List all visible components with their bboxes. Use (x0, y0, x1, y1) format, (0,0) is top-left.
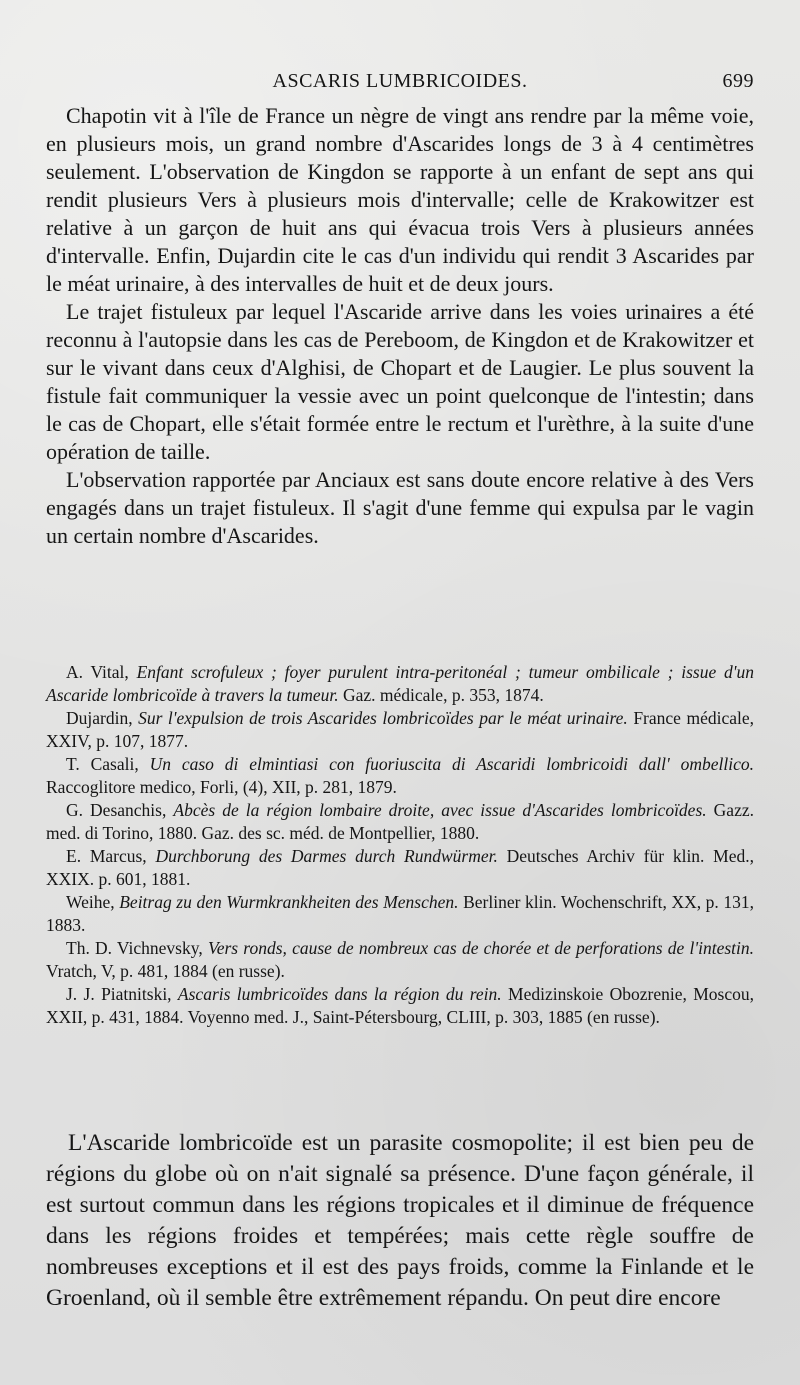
reference-item-5 (46, 845, 754, 891)
reference-source: Gaz. médicale, p. 353, 1874. (342, 685, 544, 705)
reference-source: France médicale, XXIV, p. 107, 1877. (46, 708, 754, 751)
reference-title: Un caso di elmintiasi con fuoriuscita di Ascaridi lombricoidi dall' ombellico. (149, 754, 754, 774)
main-text-block (46, 102, 754, 550)
reference-item-4 (46, 799, 754, 845)
reference-source: Medizinskoie Obozrenie, Moscou, XXII, p. 431, 1884. Voyenno med. J., Saint-Pétersbourg, CLIII, p. 303, 1885 (en russe). (46, 984, 755, 1027)
running-title: ASCARIS LUMBRICOIDES. (272, 70, 528, 92)
reference-title: Ascaris lumbricoïdes dans la région du rein. (177, 984, 502, 1004)
reference-title: Enfant scrofuleux ; foyer purulent intra-peritonéal ; tumeur ombilicale ; issue d'un Ascaride lombricoïde à travers la tumeur. (46, 662, 755, 705)
reference-item-8 (46, 983, 754, 1029)
reference-author: Dujardin, (66, 708, 133, 728)
reference-source: Gazz. med. di Torino, 1880. Gaz. des sc. méd. de Montpellier, 1880. (46, 800, 754, 843)
final-paragraph: L'Ascaride lombricoïde est un parasite cosmopolite; il est bien peu de régions du globe où on n'ait signalé sa présence. D'une façon générale, il est surtout commun dans les régions tropicales et il diminue de fréquence dans les régions froides et tempérées; mais cette règle souffre de nombreuses exceptions et il est des pays froids, comme la Finlande et le Groenland, où il semble être extrêmement répandu. On peut dire encore (46, 1130, 754, 1311)
reference-author: G. Desanchis, (66, 800, 167, 820)
reference-source: Berliner klin. Wochenschrift, XX, p. 131, 1883. (46, 892, 755, 935)
reference-item-2 (46, 707, 754, 753)
reference-source: Deutsches Archiv für klin. Med., XXIX. p. 601, 1881. (46, 846, 755, 889)
reference-title: Sur l'expulsion de trois Ascarides lombricoïdes par le méat urinaire. (138, 708, 628, 728)
reference-title: Durchborung des Darmes durch Rundwürmer. (155, 846, 498, 866)
page-number: 699 (722, 70, 754, 92)
reference-title: Vers ronds, cause de nombreux cas de chorée et de perforations de l'intestin. (207, 938, 755, 958)
main-paragraph-1: Chapotin vit à l'île de France un nègre de vingt ans rendre par la même voie, en plusieurs mois, un grand nombre d'Ascarides longs de 3 à 4 centimètres seulement. L'observation de Kingdon se rapporte à un enfant de sept ans qui rendit plusieurs Vers à plusieurs mois d'intervalle; celle de Krakowitzer est relative à un garçon de huit ans qui évacua trois Vers à plusieurs années d'intervalle. Enfin, Dujardin cite le cas d'un individu qui rendit 3 Ascarides par le méat urinaire, à des intervalles de huit et de deux jours. (46, 103, 754, 296)
reference-title: Beitrag zu den Wurmkrankheiten des Menschen. (119, 892, 459, 912)
final-text-block (46, 1128, 754, 1314)
references-block (46, 661, 754, 1029)
reference-author: Th. D. Vichnevsky, (66, 938, 203, 958)
reference-author: J. J. Piatnitski, (66, 984, 172, 1004)
reference-item-6 (46, 891, 754, 937)
reference-author: Weihe, (66, 892, 115, 912)
reference-item-1 (46, 661, 754, 707)
page-header (46, 70, 754, 100)
main-paragraph-2: Le trajet fistuleux par lequel l'Ascaride arrive dans les voies urinaires a été reconnu à l'autopsie dans les cas de Pereboom, de Kingdon et de Krakowitzer et sur le vivant dans ceux d'Alghisi, de Chopart et de Laugier. Le plus souvent la fistule fait communiquer la vessie avec un point quelconque de l'intestin; dans le cas de Chopart, elle s'était formée entre le rectum et l'urèthre, à la suite d'une opération de taille. (46, 299, 754, 464)
reference-source: Vratch, V, p. 481, 1884 (en russe). (46, 961, 285, 981)
reference-item-3 (46, 753, 754, 799)
reference-author: E. Marcus, (66, 846, 147, 866)
reference-source: Raccoglitore medico, Forli, (4), XII, p. 281, 1879. (46, 777, 397, 797)
reference-author: T. Casali, (66, 754, 139, 774)
main-paragraph-3: L'observation rapportée par Anciaux est sans doute encore relative à des Vers engagés dans un trajet fistuleux. Il s'agit d'une femme qui expulsa par le vagin un certain nombre d'Ascarides. (46, 467, 754, 548)
reference-title: Abcès de la région lombaire droite, avec issue d'Ascarides lombricoïdes. (173, 800, 707, 820)
reference-item-7 (46, 937, 754, 983)
reference-author: A. Vital, (66, 662, 129, 682)
